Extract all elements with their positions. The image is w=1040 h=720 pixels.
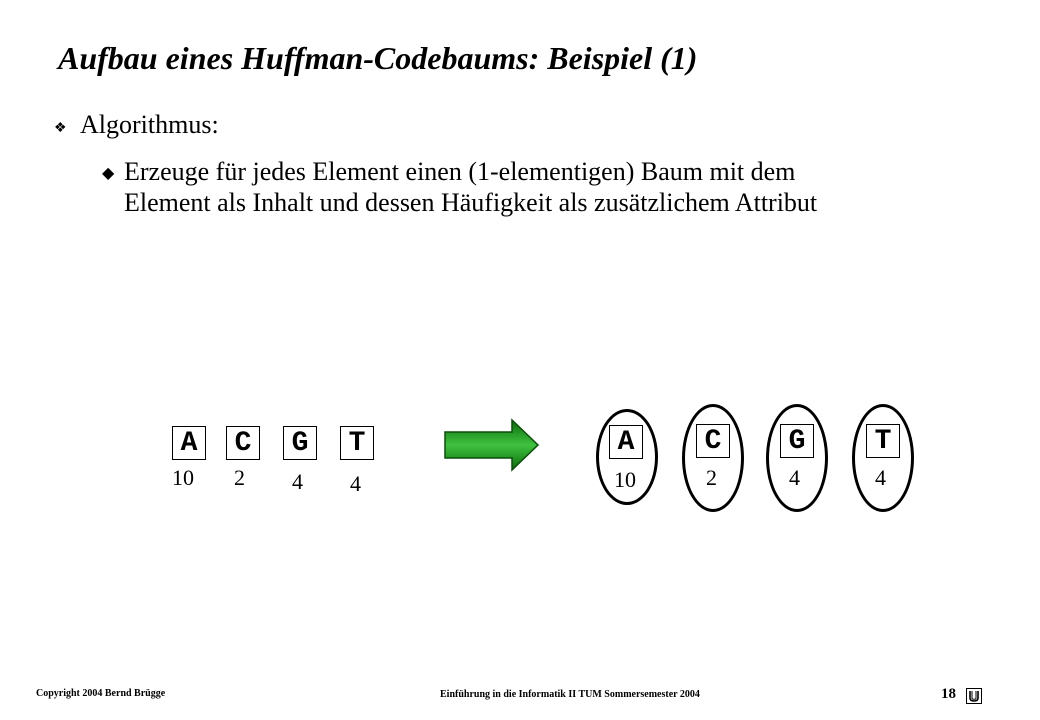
after-box-a: A xyxy=(609,425,643,459)
after-freq-g: 4 xyxy=(789,465,800,490)
after-freq-a: 10 xyxy=(614,467,636,492)
before-box-g: G xyxy=(283,426,317,460)
after-box-c: C xyxy=(696,424,730,458)
bullet-step-line-1: Erzeuge für jedes Element einen (1-elementigen) Baum mit dem xyxy=(124,157,796,186)
slide-title: Aufbau eines Huffman-Codebaums: Beispiel (1) xyxy=(58,40,698,76)
after-box-g: G xyxy=(780,424,814,458)
before-box-c: C xyxy=(226,426,260,460)
bullet-step xyxy=(102,156,1004,218)
bullet-step-line-2: Element als Inhalt und dessen Häufigkeit als zusätzlichem Attribut xyxy=(124,188,818,217)
before-freq-t: 4 xyxy=(350,471,361,496)
bullet-algorithm-text: Algorithmus: xyxy=(80,110,219,139)
before-freq-a: 10 xyxy=(172,465,194,490)
tum-logo-icon xyxy=(966,688,982,704)
after-freq-t: 4 xyxy=(875,465,886,490)
before-freq-g: 4 xyxy=(292,469,303,494)
before-box-a: A xyxy=(172,426,206,460)
footer-course: Einführung in die Informatik II TUM Sommersemester 2004 xyxy=(440,689,700,700)
bullet-small-diamond-icon: ◆ xyxy=(102,165,115,182)
before-freq-c: 2 xyxy=(234,465,245,490)
after-box-t: T xyxy=(866,424,900,458)
after-freq-c: 2 xyxy=(706,465,717,490)
bullet-diamond-icon: ❖ xyxy=(54,121,67,136)
before-box-t: T xyxy=(340,426,374,460)
transform-arrow-icon xyxy=(444,418,540,472)
bullet-algorithm xyxy=(54,110,219,140)
page-number: 18 xyxy=(941,686,956,702)
footer-copyright: Copyright 2004 Bernd Brügge xyxy=(36,688,166,699)
